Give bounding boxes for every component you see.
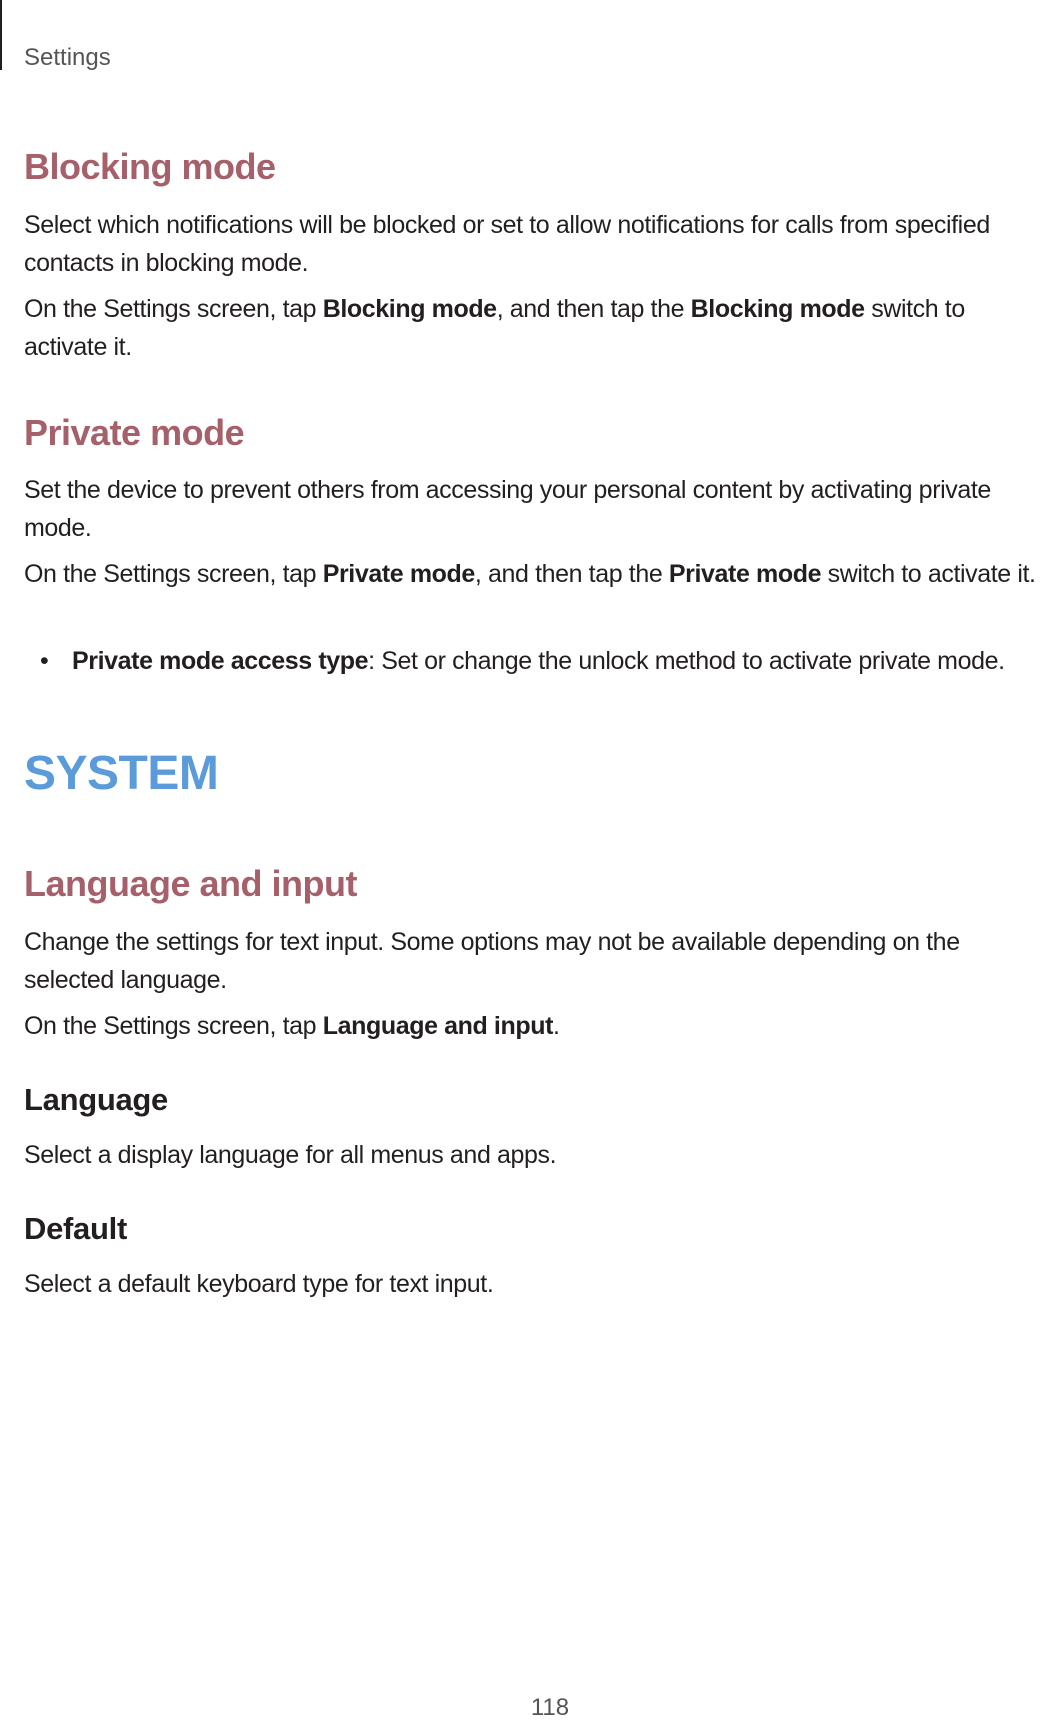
- heading-language: Language: [24, 1082, 169, 1117]
- bullet-private-mode-access-type: • Private mode access type: Set or change the unlock method to activate private mode.: [40, 642, 1050, 680]
- private-instructions: On the Settings screen, tap Private mode, and then tap the Private mode switch to activate it.: [24, 560, 1036, 588]
- heading-private-mode: Private mode: [24, 412, 245, 453]
- blocking-instructions: On the Settings screen, tap Blocking mode, and then tap the Blocking mode switch to activate it.: [24, 295, 965, 361]
- page-number: 118: [530, 1694, 570, 1721]
- blocking-description: Select which notifications will be blocked or set to allow notifications for calls from specified contacts in blocking mode.: [24, 211, 990, 277]
- heading-language-and-input: Language and input: [24, 863, 357, 904]
- heading-blocking-mode: Blocking mode: [24, 146, 276, 187]
- default-description: Select a default keyboard type for text input.: [24, 1270, 494, 1298]
- private-description: Set the device to prevent others from accessing your personal content by activating private mode.: [24, 476, 991, 542]
- bullet-icon: •: [40, 647, 49, 675]
- language-input-instructions: On the Settings screen, tap Language and input.: [24, 1012, 560, 1040]
- language-input-description: Change the settings for text input. Some options may not be available depending on the selected language.: [24, 928, 960, 994]
- page-edge-line: [0, 0, 2, 70]
- running-header: Settings: [24, 44, 111, 71]
- heading-system: SYSTEM: [24, 747, 219, 800]
- heading-default: Default: [24, 1211, 127, 1246]
- language-description: Select a display language for all menus and apps.: [24, 1141, 557, 1169]
